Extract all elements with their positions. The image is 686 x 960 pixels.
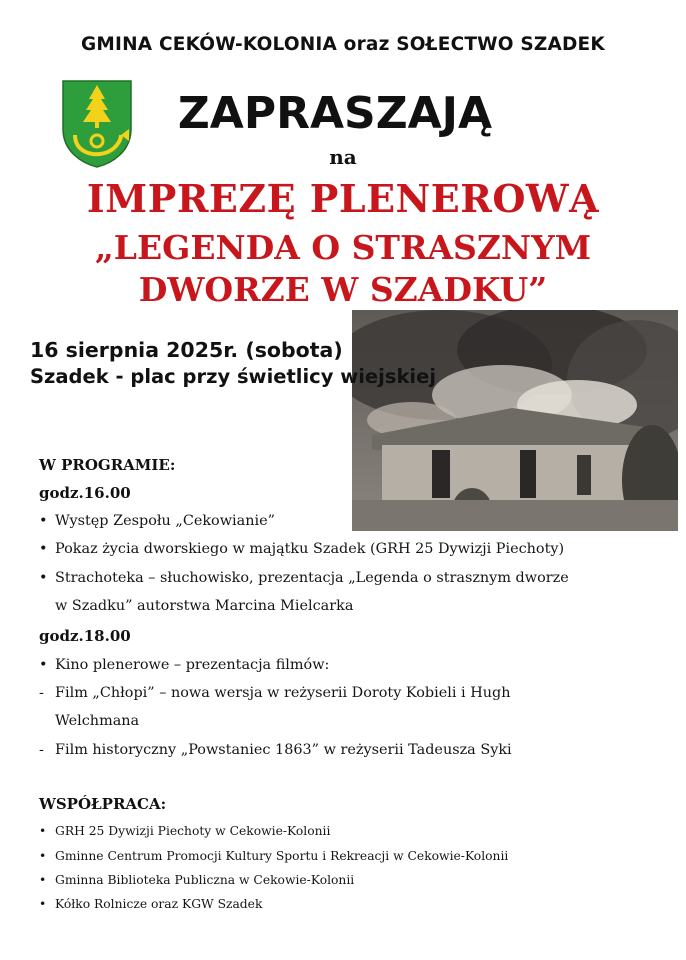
bullet-marker: • [39,897,47,911]
dash-marker: - [39,685,44,701]
na-word: na [329,145,357,169]
cooperation-heading: WSPÓŁPRACA: [39,795,167,813]
bullet-marker: • [39,570,48,586]
bullet-marker: • [39,657,48,673]
time-slot-1: godz.16.00 [39,484,131,502]
bullet-marker: • [39,873,47,887]
event-title: IMPREZĘ PLENEROWĄ [86,176,600,221]
bullet-marker: • [39,541,48,557]
dash-marker: - [39,742,44,758]
program-heading: W PROGRAMIE: [39,456,176,474]
bullet-marker: • [39,824,47,838]
legend-title-line-1: „LEGENDA O STRASZNYM [94,228,592,267]
burning-manor-photo [352,310,678,531]
legend-title-line-2: DWORZE W SZADKU” [138,270,548,309]
bullet-marker: • [39,849,47,863]
event-place: Szadek - plac przy świetlicy wiejskiej [30,365,437,388]
organizers-header: GMINA CEKÓW-KOLONIA oraz SOŁECTWO SZADEK [81,34,605,55]
invite-heading: ZAPRASZAJĄ [177,88,493,139]
bullet-marker: • [39,513,48,529]
event-date: 16 sierpnia 2025r. (sobota) [30,338,343,362]
time-slot-2: godz.18.00 [39,627,131,645]
